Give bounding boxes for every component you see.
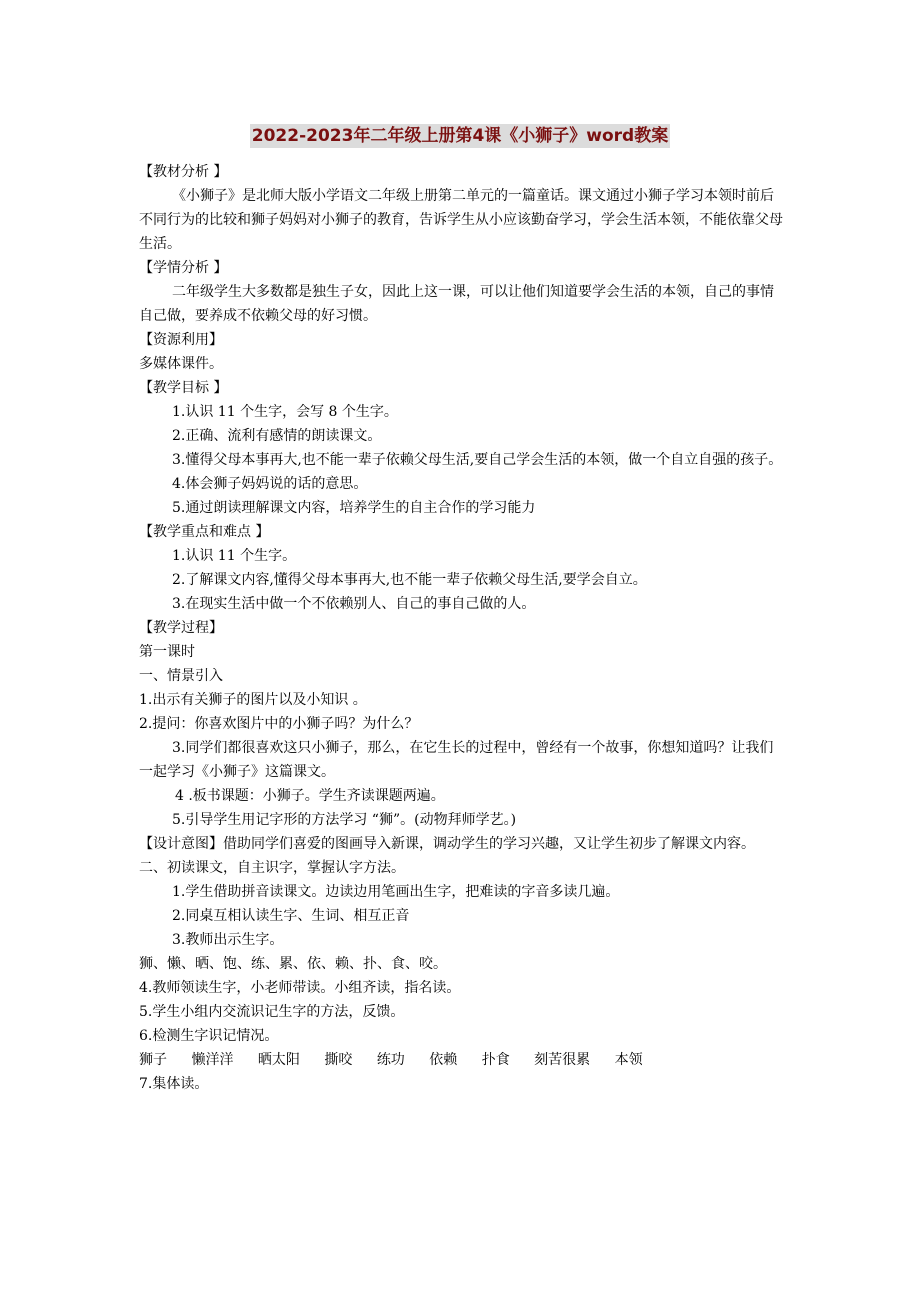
textbook-analysis-paragraph: 《小狮子》是北师大版小学语文二年级上册第二单元的一篇童话。课文通过小狮子学习本领时前后不同行为的比较和狮子妈妈对小狮子的教育，告诉学生从小应该勤奋学习，学会生活本领，不能依靠父母生活。 <box>139 188 783 252</box>
vocabulary-words <box>139 1048 787 1072</box>
part-two-step: 5.学生小组内交流识记生字的方法，反馈。 <box>139 1004 405 1020</box>
vocabulary-word: 刻苦很累 <box>534 1052 591 1068</box>
document-title-text: 2022-2023年二年级上册第4课《小狮子》word教案 <box>251 126 669 146</box>
part-two-heading: 二、初读课文，自主识字，掌握认字方法。 <box>139 860 405 876</box>
part-two-step: 2.同桌互相认读生字、生词、相互正音 <box>172 908 410 924</box>
vocabulary-word: 狮子 <box>139 1052 167 1068</box>
goal-item: 1.认识 11 个生字，会写 8 个生字。 <box>172 404 398 420</box>
goal-item: 3.懂得父母本事再大,也不能一辈子依赖父母生活,要自己学会生活的本领，做一个自立自强的孩子。 <box>172 452 783 468</box>
goal-item: 4.体会狮子妈妈说的话的意思。 <box>172 476 368 492</box>
part-one-step: 2.提问：你喜欢图片中的小狮子吗？为什么？ <box>139 716 419 732</box>
vocabulary-word: 晒太阳 <box>257 1052 300 1068</box>
part-one-step: 4 .板书课题：小狮子。学生齐读课题两遍。 <box>175 788 445 804</box>
part-one-step: 3.同学们都很喜欢这只小狮子，那么，在它生长的过程中，曾经有一个故事，你想知道吗？让我们一起学习《小狮子》这篇课文。 <box>139 740 774 780</box>
section-heading-process: 【教学过程】 <box>139 620 223 636</box>
key-point-item: 2.了解课文内容,懂得父母本事再大,也不能一辈子依赖父母生活,要学会自立。 <box>172 572 647 588</box>
part-one-heading: 一、情景引入 <box>139 668 223 684</box>
student-analysis-paragraph: 二年级学生大多数都是独生子女，因此上这一课，可以让他们知道要学会生活的本领，自己的事情自己做，要养成不依赖父母的好习惯。 <box>139 284 774 324</box>
key-point-item: 1.认识 11 个生字。 <box>172 548 297 564</box>
part-two-step: 4.教师领读生字，小老师带读。小组齐读，指名读。 <box>139 980 461 996</box>
section-heading-goals: 【教学目标 】 <box>139 380 228 396</box>
part-two-step: 7.集体读。 <box>139 1076 209 1092</box>
vocabulary-word: 撕咬 <box>324 1052 353 1068</box>
section-heading-key-points: 【教学重点和难点 】 <box>139 524 270 540</box>
document-body <box>139 160 787 1096</box>
vocabulary-word: 依赖 <box>429 1052 458 1068</box>
vocabulary-word: 扑食 <box>481 1052 510 1068</box>
goal-item: 2.正确、流利有感情的朗读课文。 <box>172 428 382 444</box>
part-one-step: 5.引导学生用记字形的方法学习 “狮”。(动物拜师学艺。) <box>172 812 517 828</box>
new-characters-list: 狮、懒、晒、饱、练、累、依、赖、扑、食、咬。 <box>139 956 447 972</box>
vocabulary-word: 练功 <box>376 1052 405 1068</box>
vocabulary-word: 本领 <box>614 1052 643 1068</box>
section-heading-textbook-analysis: 【教材分析 】 <box>139 164 228 180</box>
key-point-item: 3.在现实生活中做一个不依赖别人、自己的事自己做的人。 <box>172 596 536 612</box>
goal-item: 5.通过朗读理解课文内容，培养学生的自主合作的学习能力 <box>172 500 536 516</box>
part-one-step: 1.出示有关狮子的图片以及小知识 。 <box>139 692 367 708</box>
section-heading-resources: 【资源利用】 <box>139 332 223 348</box>
document-title <box>0 122 920 150</box>
part-two-step: 3.教师出示生字。 <box>172 932 284 948</box>
part-two-step: 1.学生借助拼音读课文。边读边用笔画出生字，把难读的字音多读几遍。 <box>172 884 620 900</box>
design-intent-paragraph: 【设计意图】借助同学们喜爱的图画导入新课，调动学生的学习兴趣，又让学生初步了解课文内容。 <box>139 836 755 852</box>
section-heading-student-analysis: 【学情分析 】 <box>139 260 228 276</box>
part-two-step: 6.检测生字识记情况。 <box>139 1028 279 1044</box>
resources-text: 多媒体课件。 <box>139 356 223 372</box>
lesson-one-label: 第一课时 <box>139 644 195 660</box>
vocabulary-word: 懒洋洋 <box>191 1052 234 1068</box>
